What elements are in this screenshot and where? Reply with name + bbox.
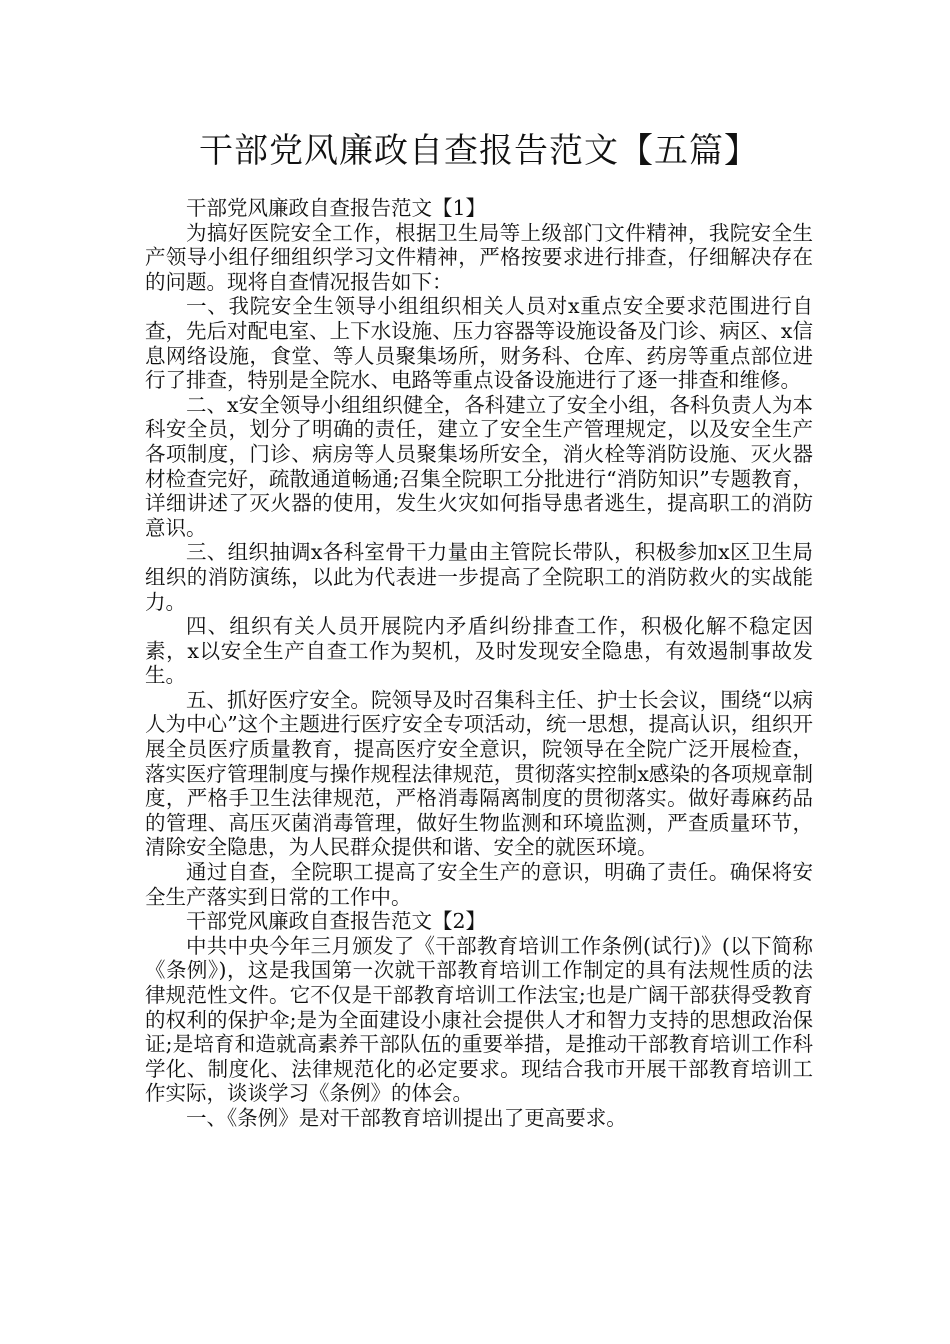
paragraph: 中共中央今年三月颁发了《干部教育培训工作条例(试行)》(以下简称《条例》)，这是我国第一次就干部教育培训工作制定的具有法规性质的法律规范性文件。它不仅是干部教育培训工作法宝;也是广阔干部获得受教育的权利的保护伞;是为全面建设小康社会提供人才和智力支持的思想政治保证;是培育和造就高素养干部队伍的重要举措，是推动干部教育培训工作科学化、制度化、法律规范化的必定要求。现结合我市开展干部教育培训工作实际，谈谈学习《条例》的体会。 <box>145 933 813 1106</box>
document-page <box>145 128 813 1131</box>
paragraph: 四、组织有关人员开展院内矛盾纠纷排查工作，积极化解不稳定因素，x以安全生产自查工作为契机，及时发现安全隐患，有效遏制事故发生。 <box>145 614 813 688</box>
paragraph: 一、《条例》是对干部教育培训提出了更高要求。 <box>186 1105 627 1130</box>
paragraph: 为搞好医院安全工作，根据卫生局等上级部门文件精神，我院安全生产领导小组仔细组织学习文件精神，严格按要求进行排查，仔细解决存在的问题。现将自查情况报告如下： <box>145 220 813 294</box>
section-2 <box>145 909 813 1130</box>
paragraph: 二、x安全领导小组组织健全，各科建立了安全小组，各科负责人为本科安全员，划分了明确的责任，建立了安全生产管理规定，以及安全生产各项制度，门诊、病房等人员聚集场所安全，消火栓等消防设施、灭火器材检查完好，疏散通道畅通;召集全院职工分批进行“消防知识”专题教育，详细讲述了灭火器的使用，发生火灾如何指导患者逃生，提高职工的消防意识。 <box>145 392 813 540</box>
section-heading: 干部党风廉政自查报告范文【1】 <box>186 196 487 220</box>
section-1 <box>145 196 813 909</box>
document-title: 干部党风廉政自查报告范文【五篇】 <box>199 131 759 171</box>
paragraph: 三、组织抽调x各科室骨干力量由主管院长带队，积极参加x区卫生局组织的消防演练，以此为代表进一步提高了全院职工的消防救火的实战能力。 <box>145 540 813 614</box>
paragraph: 五、抓好医疗安全。院领导及时召集科主任、护士长会议，围绕“以病人为中心”这个主题进行医疗安全专项活动，统一思想，提高认识，组织开展全员医疗质量教育，提高医疗安全意识，院领导在全院广泛开展检查，落实医疗管理制度与操作规程法律规范，贯彻落实控制x感染的各项规章制度，严格手卫生法律规范，严格消毒隔离制度的贯彻落实。做好毒麻药品的管理、高压灭菌消毒管理，做好生物监测和环境监测，严查质量环节，清除安全隐患，为人民群众提供和谐、安全的就医环境。 <box>145 687 813 860</box>
paragraph: 一、我院安全生领导小组组织相关人员对x重点安全要求范围进行自查，先后对配电室、上下水设施、压力容器等设施设备及门诊、病区、x信息网络设施，食堂、等人员聚集场所，财务科、仓库、药房等重点部位进行了排查，特别是全院水、电路等重点设备设施进行了逐一排查和维修。 <box>145 294 813 393</box>
paragraph: 通过自查，全院职工提高了安全生产的意识，明确了责任。确保将安全生产落实到日常的工作中。 <box>145 860 813 909</box>
section-heading: 干部党风廉政自查报告范文【2】 <box>186 909 487 934</box>
